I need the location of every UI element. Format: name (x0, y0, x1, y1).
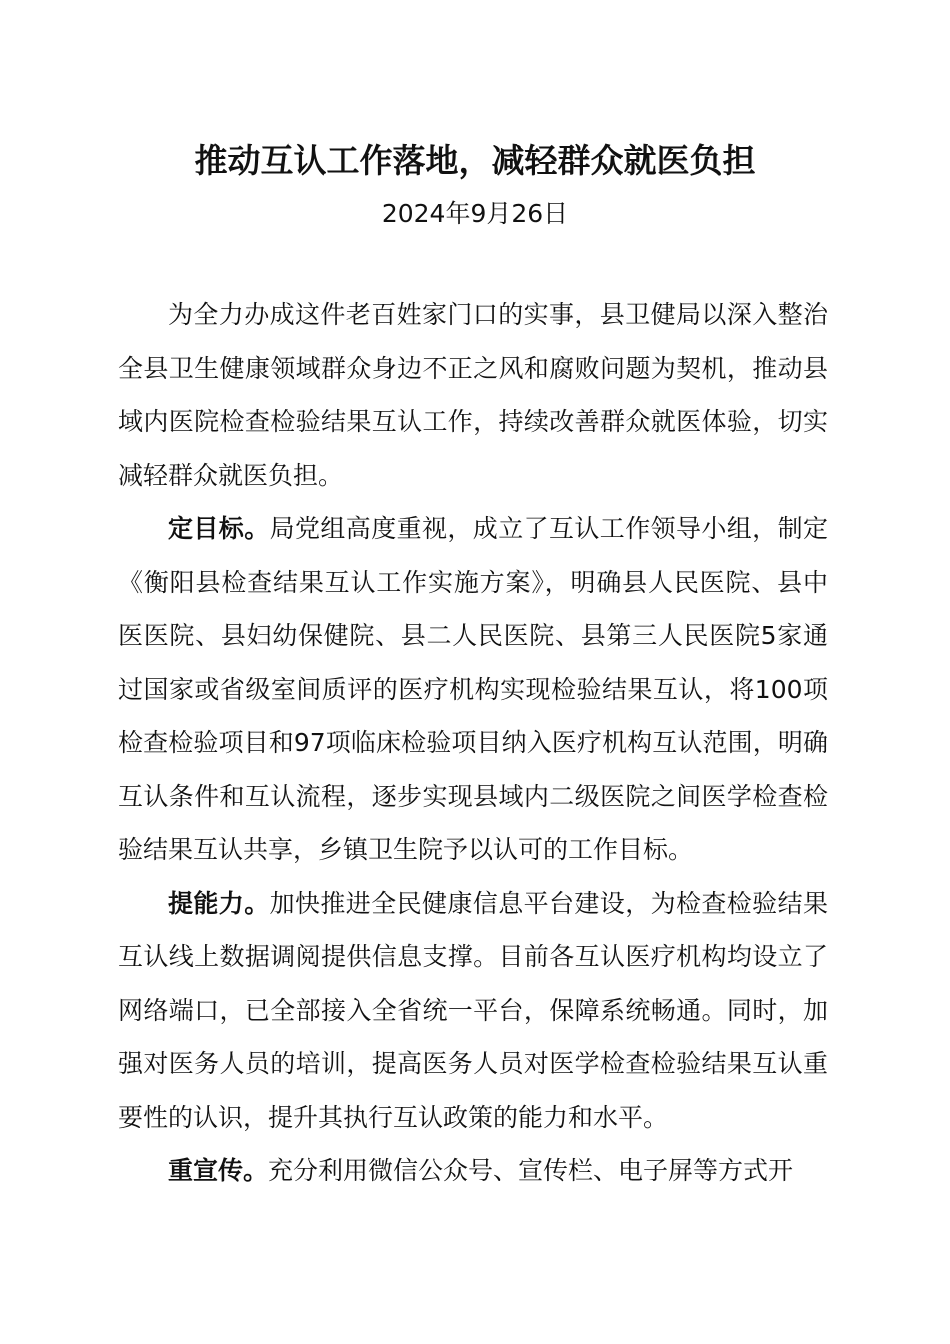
section-text-publicity: 充分利用微信公众号、宣传栏、电子屏等方式开 (268, 1156, 794, 1185)
section-heading-goals: 定目标。 (168, 514, 270, 543)
document-title: 推动互认工作落地，减轻群众就医负担 (194, 141, 756, 180)
section-paragraph-publicity (118, 1144, 828, 1198)
section-heading-capability: 提能力。 (168, 888, 270, 918)
section-text-goals: 局党组高度重视，成立了互认工作领导小组，制定《衡阳县检查结果互认工作实施方案》，明确县人民医院、县中医医院、县妇幼保健院、县二人民医院、县第三人民医院5家通过国家或省级室间质评的医疗机构实现检验结果互认，将100项检查检验项目和97项临床检验项目纳入医疗机构互认范围，明确互认条件和互认流程，逐步实现县域内二级医院之间医学检查检验结果互认共享，乡镇卫生院予以认可的工作目标。 (118, 514, 828, 864)
document-body (118, 288, 828, 1198)
document-date: 2024年9月26日 (381, 199, 569, 228)
intro-paragraph: 为全力办成这件老百姓家门口的实事，县卫健局以深入整治全县卫生健康领域群众身边不正之风和腐败问题为契机，推动县域内医院检查检验结果互认工作，持续改善群众就医体验，切实减轻群众就医负担。 (118, 300, 828, 490)
section-paragraph-capability (118, 877, 828, 1145)
section-paragraph-goals (118, 502, 828, 877)
section-heading-publicity: 重宣传。 (168, 1156, 269, 1185)
section-text-capability: 加快推进全民健康信息平台建设，为检查检验结果互认线上数据调阅提供信息支撑。目前各互认医疗机构均设立了网络端口，已全部接入全省统一平台，保障系统畅通。同时，加强对医务人员的培训，提高医务人员对医学检查检验结果互认重要性的认识，提升其执行互认政策的能力和水平。 (118, 888, 828, 1132)
